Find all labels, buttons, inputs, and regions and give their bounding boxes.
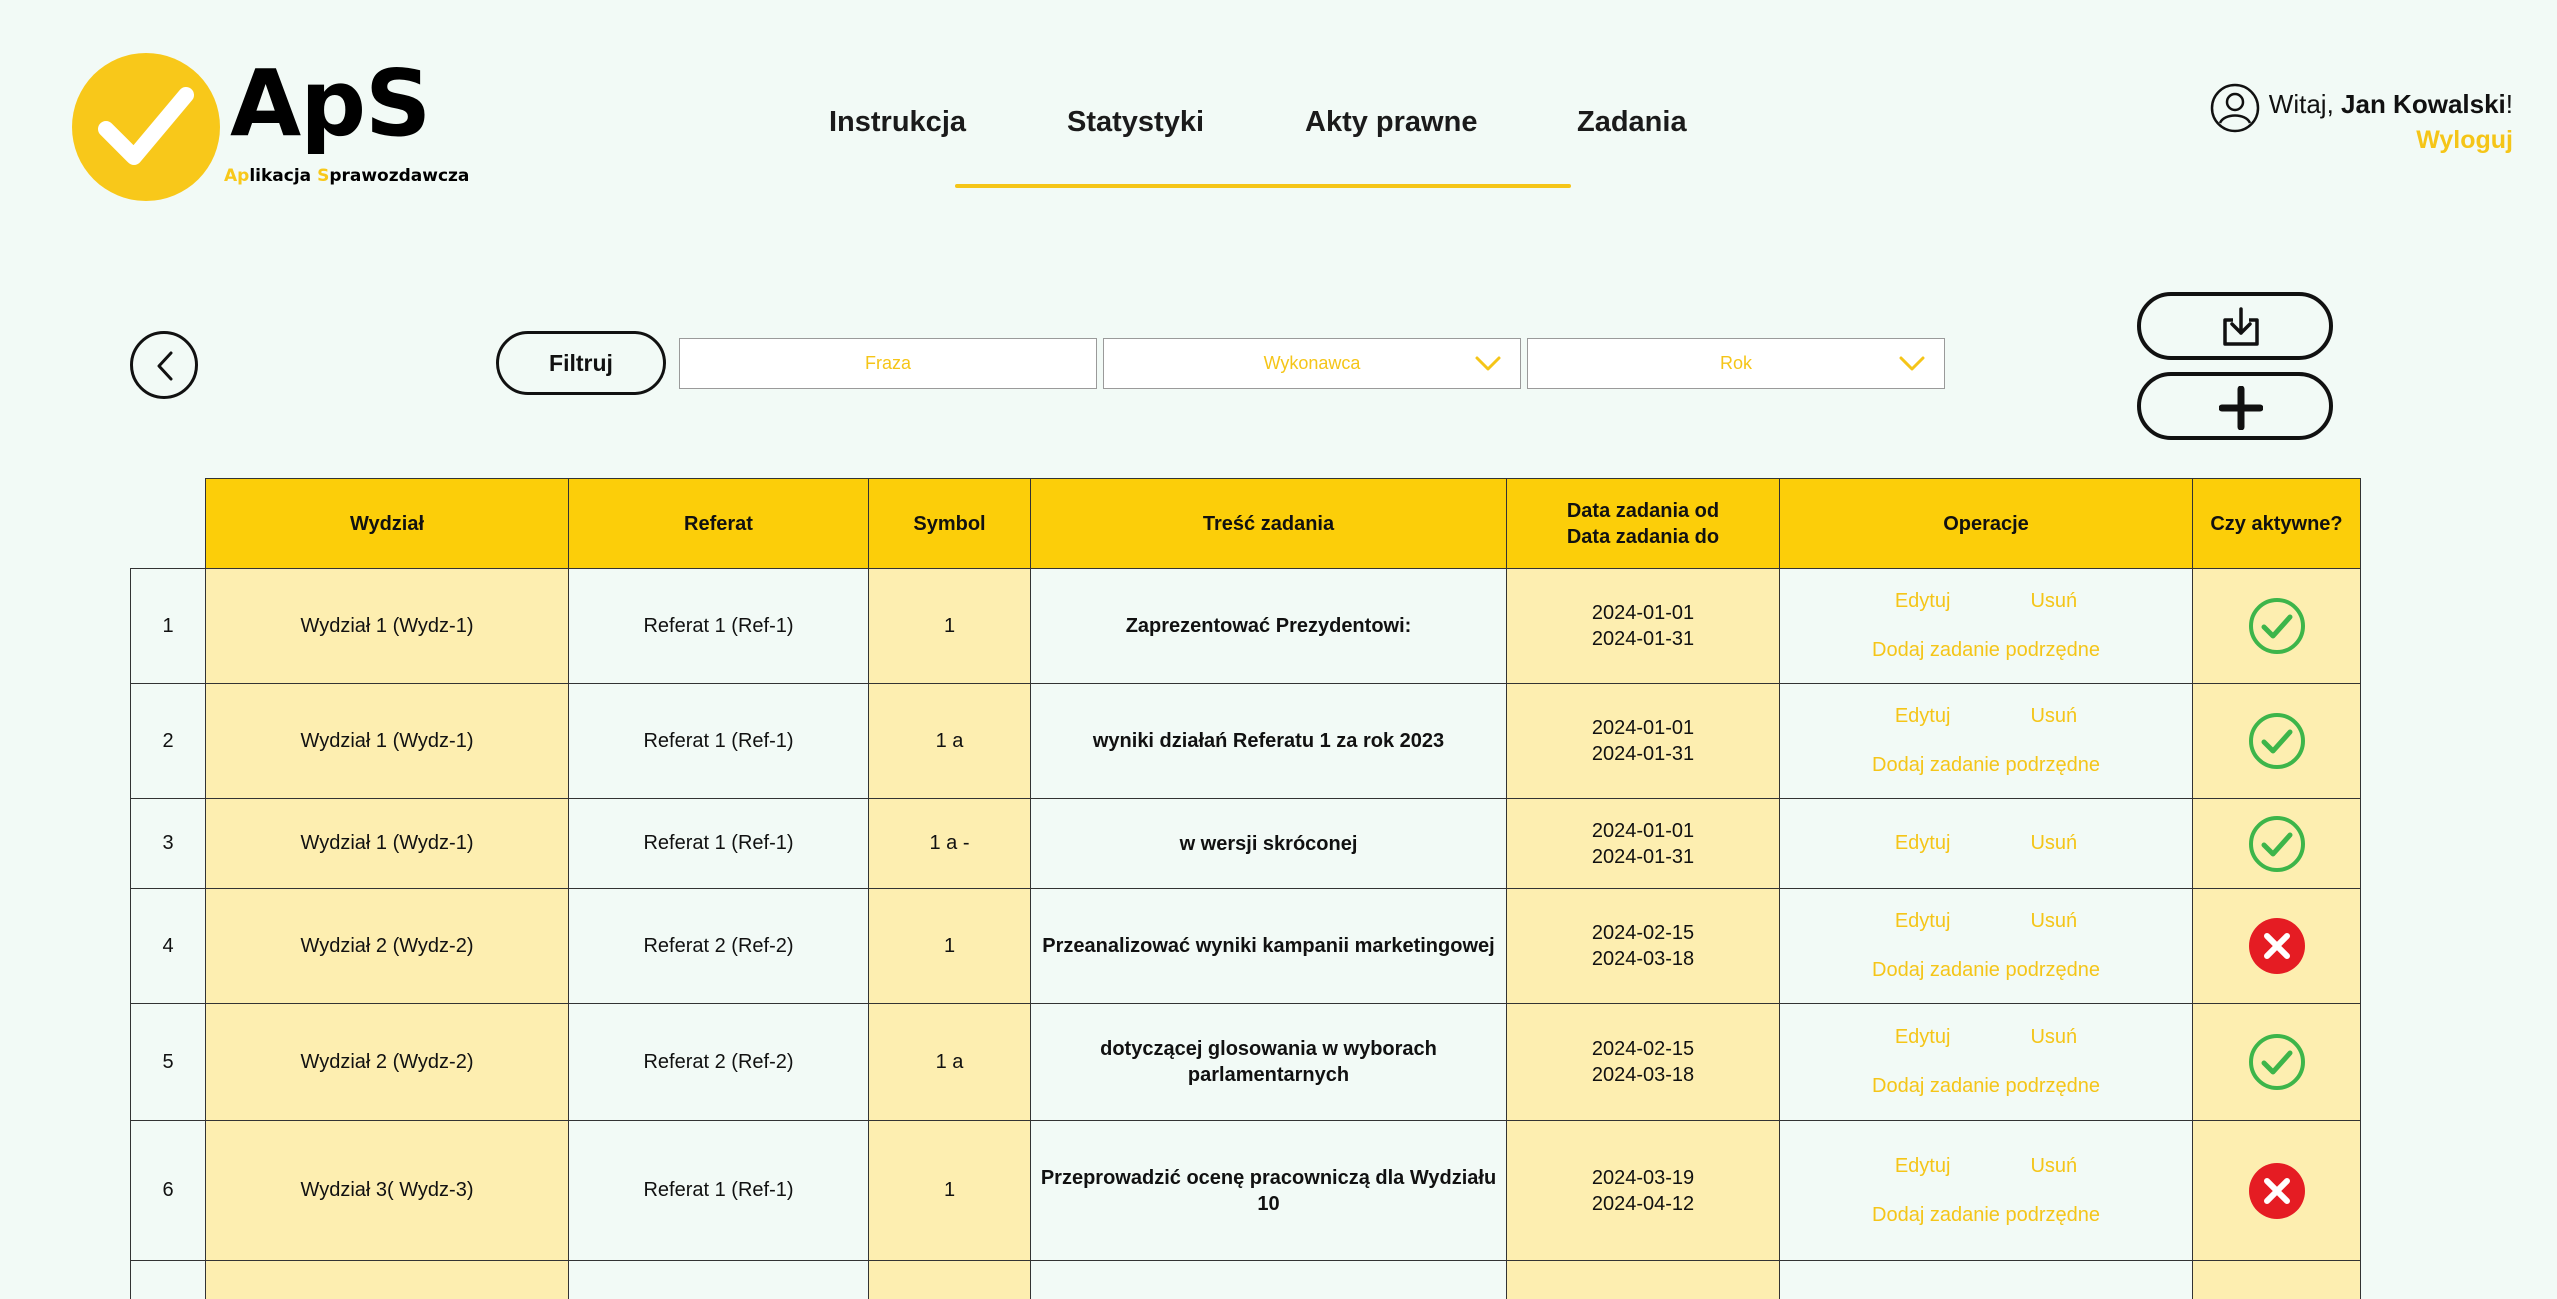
header-symbol: Symbol bbox=[869, 479, 1031, 569]
nav-item-akty-prawne[interactable]: Akty prawne bbox=[1305, 106, 1478, 138]
delete-link[interactable]: Usuń bbox=[2030, 1026, 2078, 1048]
executor-select-label: Wykonawca bbox=[1263, 353, 1361, 373]
header-number bbox=[131, 479, 206, 569]
row-number: 5 bbox=[131, 1004, 206, 1121]
user-name: Jan Kowalski bbox=[2341, 89, 2506, 119]
x-circle-icon[interactable] bbox=[2248, 1162, 2306, 1220]
cell-dates: 2024-01-01 2024-01-31 bbox=[1507, 569, 1780, 684]
cell-operacje bbox=[1780, 1121, 2193, 1261]
delete-link[interactable]: Usuń bbox=[2030, 590, 2078, 612]
main-nav bbox=[0, 106, 2557, 146]
check-circle-icon[interactable] bbox=[2248, 712, 2306, 770]
edit-link[interactable]: Edytuj bbox=[1894, 705, 1951, 727]
add-subtask-link[interactable]: Dodaj zadanie podrzędne bbox=[1872, 959, 2100, 981]
row-number: 3 bbox=[131, 799, 206, 889]
phrase-input[interactable] bbox=[680, 339, 1096, 388]
chevron-down-icon bbox=[1474, 353, 1502, 373]
delete-link[interactable]: Usuń bbox=[2030, 910, 2078, 932]
check-circle-icon[interactable] bbox=[2248, 1033, 2306, 1091]
cell-symbol: 1 bbox=[869, 569, 1031, 684]
table-header-row bbox=[131, 479, 2361, 569]
plus-icon bbox=[2219, 386, 2263, 430]
chevron-left-icon bbox=[151, 350, 181, 382]
header-tresc: Treść zadania bbox=[1031, 479, 1507, 569]
cell-symbol: 1 bbox=[869, 1121, 1031, 1261]
row-number: 6 bbox=[131, 1121, 206, 1261]
check-circle-icon[interactable] bbox=[2248, 815, 2306, 873]
nav-item-instrukcja[interactable]: Instrukcja bbox=[829, 106, 966, 138]
edit-link[interactable]: Edytuj bbox=[1894, 910, 1951, 932]
cell-aktywne bbox=[2193, 799, 2361, 889]
cell-symbol: 1 a bbox=[869, 684, 1031, 799]
cell-dates: 2024-01-01 2024-01-31 bbox=[1507, 684, 1780, 799]
header-operacje: Operacje bbox=[1780, 479, 2193, 569]
table-row bbox=[131, 799, 2361, 889]
cell-aktywne bbox=[2193, 569, 2361, 684]
add-subtask-link[interactable]: Dodaj zadanie podrzędne bbox=[1872, 639, 2100, 661]
table-row bbox=[131, 1121, 2361, 1261]
cell-referat: Referat 2 (Ref-2) bbox=[569, 1004, 869, 1121]
logo-title: ApS bbox=[230, 50, 431, 157]
cell-dates: 2024-02-15 2024-03-18 bbox=[1507, 889, 1780, 1004]
cell-tresc: dotyczącej glosowania w wyborach parlamentarnych bbox=[1031, 1004, 1507, 1121]
cell-operacje bbox=[1780, 569, 2193, 684]
edit-link[interactable]: Edytuj bbox=[1894, 1026, 1951, 1048]
row-number: 1 bbox=[131, 569, 206, 684]
back-button[interactable] bbox=[130, 331, 198, 399]
logo-subtitle: Aplikacja Sprawozdawcza bbox=[224, 166, 470, 186]
cell-aktywne bbox=[2193, 1121, 2361, 1261]
tasks-table bbox=[130, 478, 2361, 1299]
cell-dates: 2024-03-19 2024-04-12 bbox=[1507, 1121, 1780, 1261]
delete-link[interactable]: Usuń bbox=[2030, 1154, 2078, 1177]
year-select-label: Rok bbox=[1719, 353, 1752, 373]
add-subtask-link[interactable]: Dodaj zadanie podrzędne bbox=[1872, 754, 2100, 776]
cell-tresc: w wersji skróconej bbox=[1031, 799, 1507, 889]
cell-operacje bbox=[1780, 889, 2193, 1004]
cell-tresc: Przeprowadzić ocenę pracowniczą dla Wydziału 10 bbox=[1031, 1121, 1507, 1261]
check-circle-icon[interactable] bbox=[2248, 597, 2306, 655]
row-number: 4 bbox=[131, 889, 206, 1004]
edit-link[interactable]: Edytuj bbox=[1894, 1154, 1951, 1177]
cell-wydzial: Wydział 1 (Wydz-1) bbox=[206, 684, 569, 799]
executor-select[interactable] bbox=[1103, 338, 1521, 389]
phrase-field bbox=[679, 338, 1097, 389]
cell-dates: 2024-01-01 2024-01-31 bbox=[1507, 799, 1780, 889]
add-subtask-link[interactable]: Dodaj zadanie podrzędne bbox=[1872, 1203, 2100, 1226]
cell-symbol: 1 a - bbox=[869, 799, 1031, 889]
table-row bbox=[131, 569, 2361, 684]
cell-wydzial: Wydział 1 (Wydz-1) bbox=[206, 799, 569, 889]
cell-wydzial: Wydział 1 (Wydz-1) bbox=[206, 569, 569, 684]
cell-wydzial: Wydział 2 (Wydz-2) bbox=[206, 1004, 569, 1121]
cell-referat: Referat 1 (Ref-1) bbox=[569, 799, 869, 889]
nav-active-indicator bbox=[955, 184, 1571, 188]
filter-button[interactable]: Filtruj bbox=[496, 331, 666, 395]
year-select[interactable] bbox=[1527, 338, 1945, 389]
chevron-down-icon bbox=[1898, 353, 1926, 373]
cell-dates: 2024-02-15 2024-03-18 bbox=[1507, 1004, 1780, 1121]
cell-operacje bbox=[1780, 684, 2193, 799]
cell-operacje bbox=[1780, 1004, 2193, 1121]
edit-link[interactable]: Edytuj bbox=[1894, 832, 1951, 854]
header-wydzial: Wydział bbox=[206, 479, 569, 569]
cell-symbol: 1 a bbox=[869, 1004, 1031, 1121]
cell-referat: Referat 1 (Ref-1) bbox=[569, 1121, 869, 1261]
cell-wydzial: Wydział 2 (Wydz-2) bbox=[206, 889, 569, 1004]
row-number: 2 bbox=[131, 684, 206, 799]
cell-tresc: wyniki działań Referatu 1 za rok 2023 bbox=[1031, 684, 1507, 799]
table-row bbox=[131, 1004, 2361, 1121]
table-row bbox=[131, 684, 2361, 799]
x-circle-icon[interactable] bbox=[2248, 917, 2306, 975]
cell-referat: Referat 2 (Ref-2) bbox=[569, 889, 869, 1004]
table-row bbox=[131, 889, 2361, 1004]
cell-aktywne bbox=[2193, 1004, 2361, 1121]
nav-item-statystyki[interactable]: Statystyki bbox=[1067, 106, 1205, 138]
cell-referat: Referat 1 (Ref-1) bbox=[569, 684, 869, 799]
export-button[interactable] bbox=[2137, 292, 2333, 360]
delete-link[interactable]: Usuń bbox=[2030, 705, 2078, 727]
delete-link[interactable]: Usuń bbox=[2030, 832, 2078, 854]
table-body bbox=[131, 569, 2361, 1299]
cell-symbol: 1 bbox=[869, 889, 1031, 1004]
logout-link[interactable]: Wyloguj bbox=[2416, 126, 2513, 154]
cell-wydzial: Wydział 3( Wydz-3) bbox=[206, 1121, 569, 1261]
cell-referat: Referat 1 (Ref-1) bbox=[569, 569, 869, 684]
nav-item-zadania[interactable]: Zadania bbox=[1577, 106, 1687, 138]
cell-aktywne bbox=[2193, 684, 2361, 799]
cell-tresc: Przeanalizować wyniki kampanii marketingowej bbox=[1031, 889, 1507, 1004]
user-greeting: Witaj, Jan Kowalski! bbox=[2268, 89, 2513, 119]
cell-aktywne bbox=[2193, 889, 2361, 1004]
cell-tresc: Zaprezentować Prezydentowi: bbox=[1031, 569, 1507, 684]
user-circle-icon[interactable] bbox=[2210, 83, 2260, 133]
add-subtask-link[interactable]: Dodaj zadanie podrzędne bbox=[1872, 1075, 2100, 1097]
header-dates: Data zadania od Data zadania do bbox=[1507, 479, 1780, 569]
download-tray-icon bbox=[2219, 306, 2263, 350]
edit-link[interactable]: Edytuj bbox=[1894, 590, 1951, 612]
header-referat: Referat bbox=[569, 479, 869, 569]
cell-operacje bbox=[1780, 799, 2193, 889]
table-row bbox=[131, 1261, 2361, 1299]
add-task-button[interactable] bbox=[2137, 372, 2333, 440]
header-aktywne: Czy aktywne? bbox=[2193, 479, 2361, 569]
